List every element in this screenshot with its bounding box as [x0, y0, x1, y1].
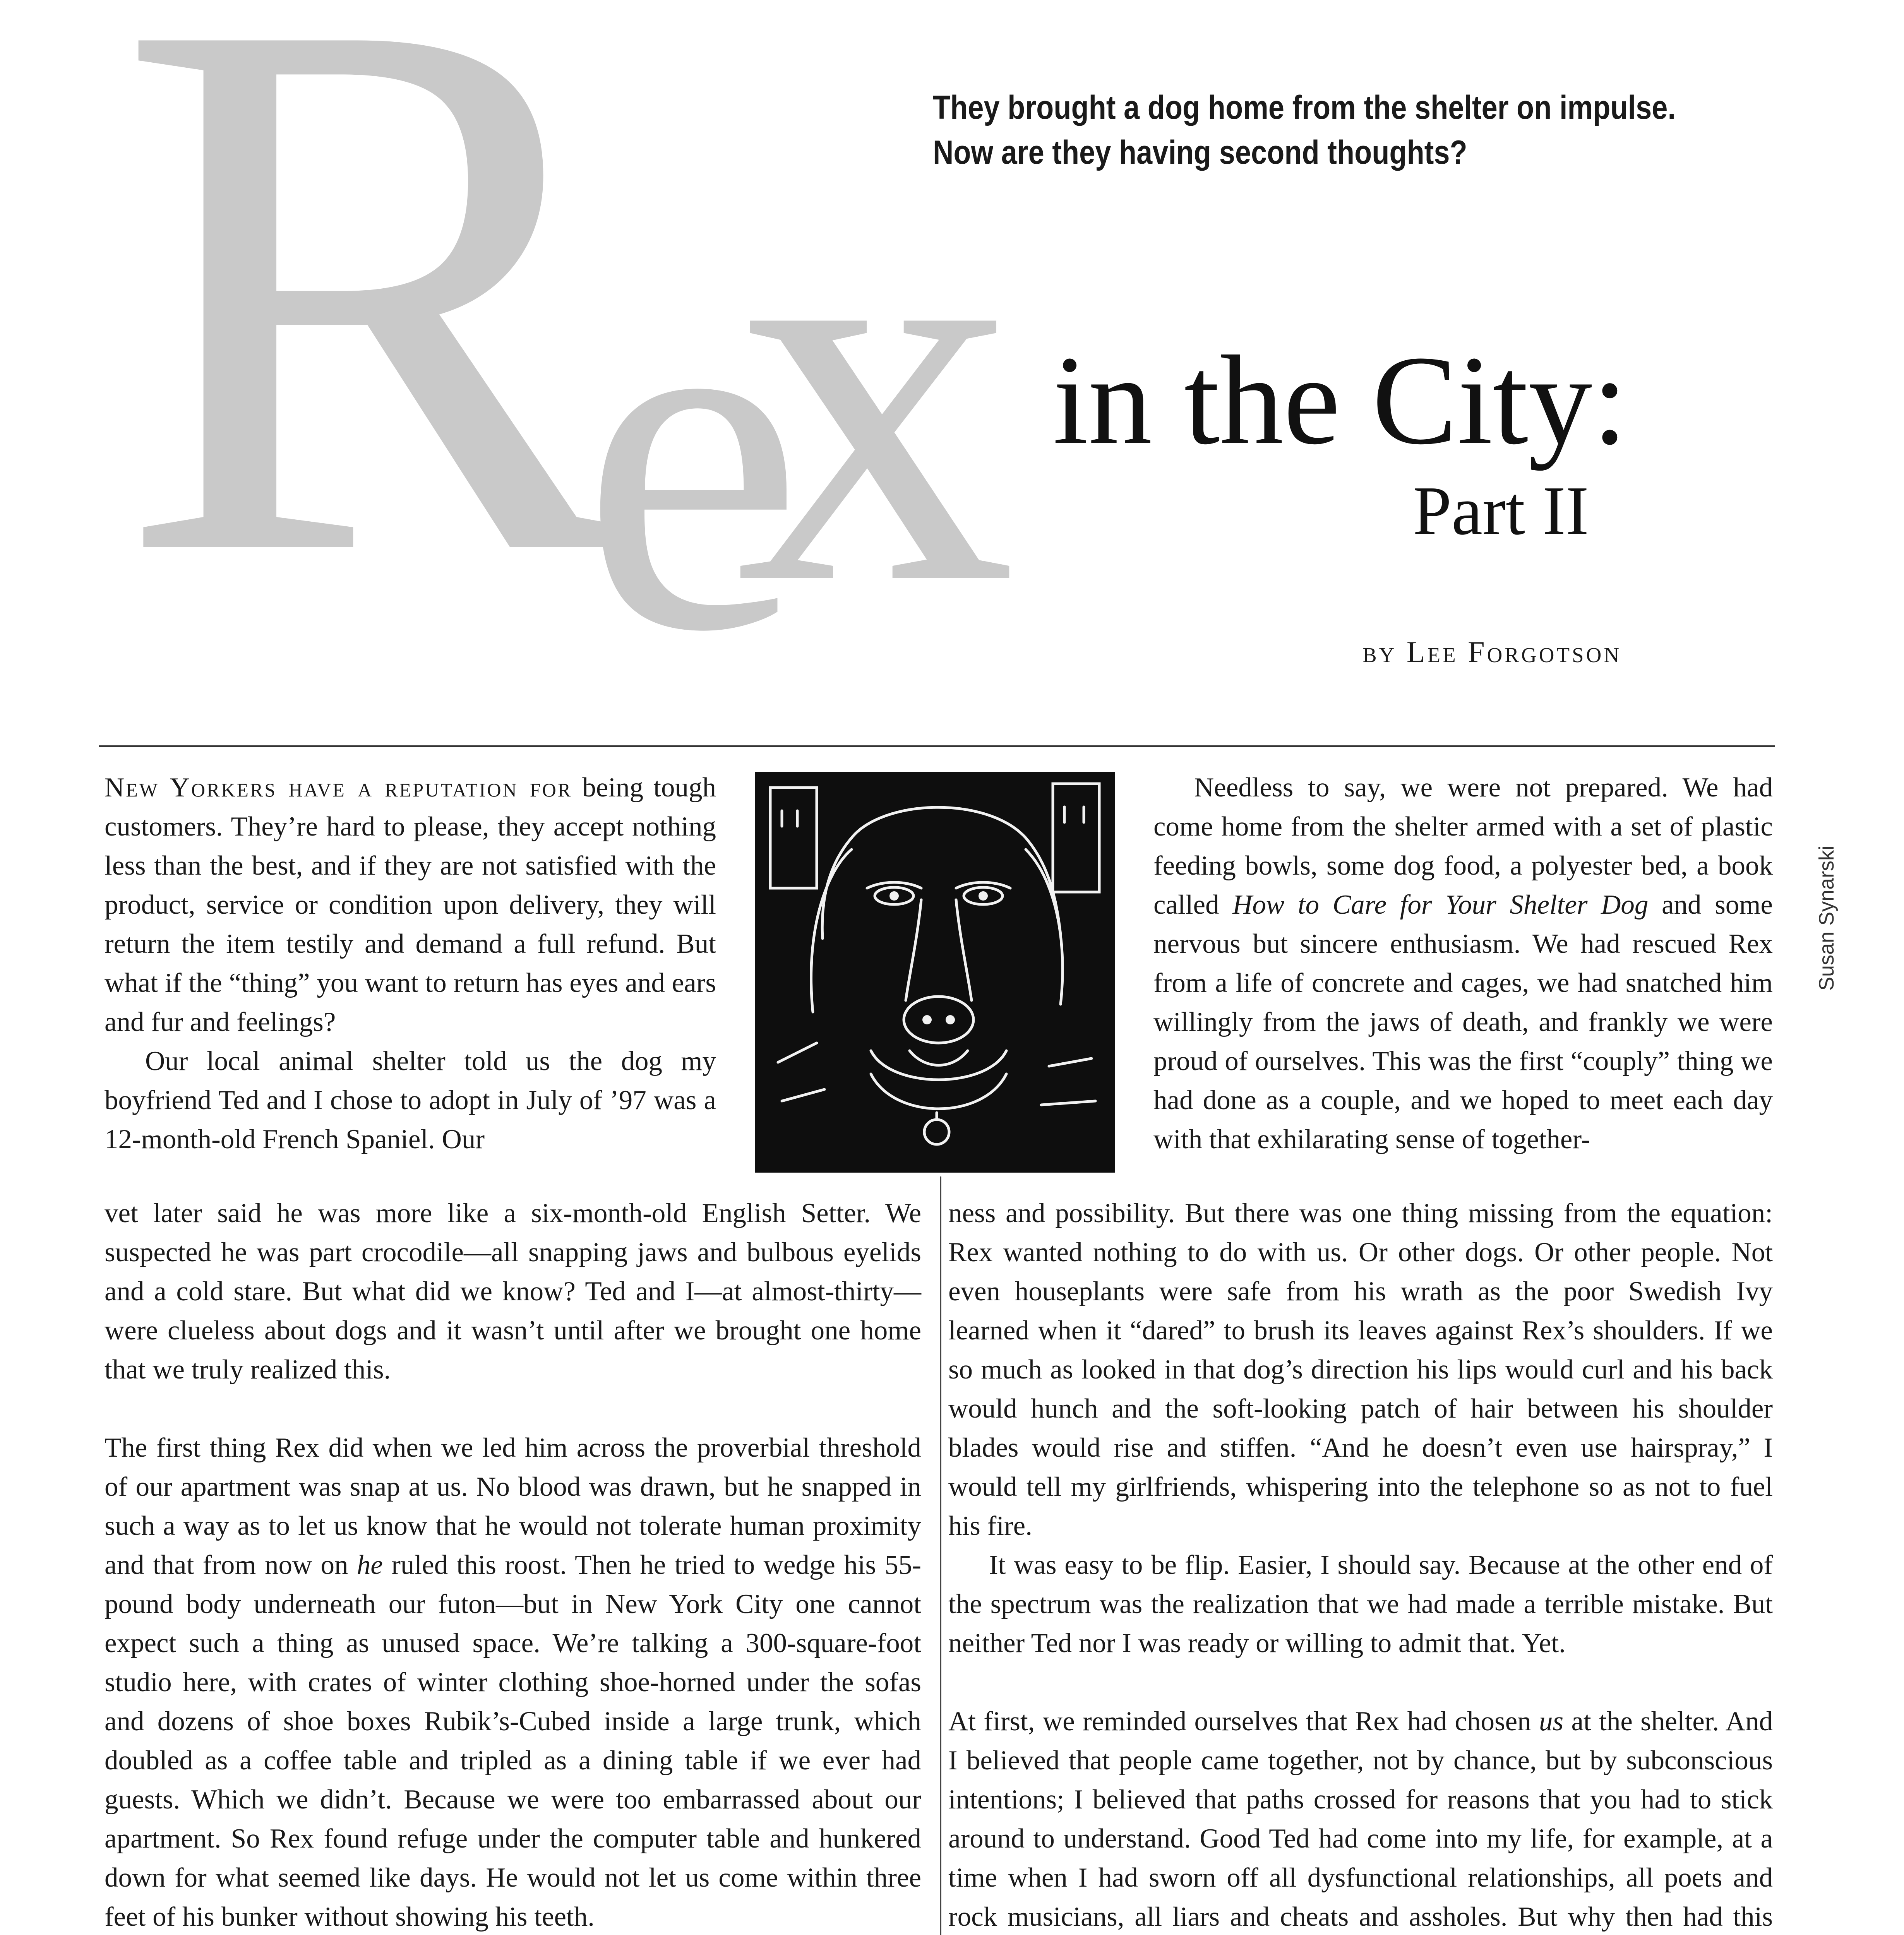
- dog-portrait-woodcut-icon: [755, 772, 1115, 1173]
- title-letter-x: x: [735, 78, 1016, 700]
- lead-in-smallcaps: New Yorkers have a reputation for: [105, 772, 572, 803]
- body-paragraph: [105, 1428, 921, 1935]
- column-divider: [940, 1176, 941, 1935]
- title-part: Part II: [1413, 472, 1589, 549]
- paragraph-text: at the shelter. And I believed that people came together, not by chance, but by subconscious intentions; I believed that paths crossed for reasons that you had to stick around to understand. Good Ted had come into my life, for example, at a time when I had sworn off all dysfunctional relationships, all poets and rock musicians, all liars and cheats and assholes. But why then had this: [948, 1706, 1773, 1932]
- italic-word: he: [356, 1550, 383, 1580]
- italic-word: us: [1539, 1706, 1564, 1736]
- body-paragraph: ness and possibility. But there was one thing missing from the equation: Rex wanted nothing to do with us. Or other dogs. Or other people. Not even houseplants were safe from his wrath as the poor Swedish Ivy learned when it “dared” to brush its leaves against Rex’s shoulders. If we so much as looked in that dog’s direction his lips would curl and his back would hunch and the soft-looking patch of hair between his shoulder blades would rise and stiffen. “And he doesn’t even use hairspray,” I would tell my girlfriends, whispering into the telephone so as not to fuel his fire.: [948, 1198, 1773, 1541]
- article-dek: [933, 85, 1698, 175]
- paragraph-text: The first thing Rex did when we led him across the proverbial threshold of our apartment was snap at us. No blood was drawn, but he snapped in such a way as to let us know that he would not tolerate human proximity and that from now on: [105, 1433, 921, 1580]
- book-title: How to Care for Your Shelter Dog: [1232, 890, 1649, 920]
- paragraph-text: being tough customers. They’re hard to please, they accept nothing less than the best, and if they are not satisfied with the product, service or condition upon delivery, they will return the item testily and demand a full refund. But what if the “thing” you want to return has eyes and ears and fur and feelings?: [105, 772, 716, 1037]
- title-letter-e: e: [581, 178, 804, 735]
- dog-portrait-illustration: [755, 772, 1115, 1173]
- title-letter-r: R: [116, 0, 632, 715]
- paragraph-text: ruled this roost. Then he tried to wedge his 55-pound body underneath our futon—but in New York City one cannot expect such a thing as unused space. We’re talking a 300-square-foot studio here, with crates of winter clothing shoe-horned under the sofas and dozens of shoe boxes Rubik’s-Cubed inside a large trunk, which doubled as a coffee table and tripled as a dining table if we ever had guests. Which we didn’t. Because we were too embarrassed about our apartment. So Rex found refuge under the computer table and hunkered down for what seemed like days. He would not let us come within three feet of his bunker without showing his teeth.: [105, 1550, 922, 1932]
- photo-credit: Susan Synarski: [1815, 845, 1838, 991]
- body-paragraph: Our local animal shelter told us the dog my boyfriend Ted and I chose to adopt in July of ’97 was a 12-month-old French Spaniel. Our: [105, 1046, 716, 1154]
- paragraph-text: Needless to say, we were not prepared. We had come home from the shelter armed with a set of plastic feeding bowls, some dog food, a polyester bed, a book called: [1153, 772, 1773, 920]
- body-column-2-bottom: [948, 1194, 1773, 1935]
- body-paragraph: [948, 1702, 1773, 1935]
- paragraph-text: and some nervous but sincere enthusiasm. We had rescued Rex from a life of concrete and cages, we had snatched him willingly from the jaws of death, and frankly we were proud of ourselves. This was the first “couply” thing we had done as a couple, and we hoped to meet each day with that exhilarating sense of together-: [1153, 890, 1773, 1154]
- title-main: in the City:: [1053, 330, 1628, 471]
- body-paragraph: vet later said he was more like a six-month-old English Setter. We suspected he was part crocodile—all snapping jaws and bulbous eyelids and a cold stare. But what did we know? Ted and I—at almost-thirty—were clueless about dogs and it wasn’t until after we brought one home that we truly realized this.: [105, 1198, 921, 1385]
- body-column-1-bottom: [105, 1194, 921, 1935]
- body-column-1-top: [105, 768, 716, 1159]
- body-paragraph: It was easy to be flip. Easier, I should say. Because at the other end of the spectrum was the realization that we had made a terrible mistake. But neither Ted nor I was ready or willing to admit that. Yet.: [948, 1550, 1773, 1658]
- dek-line-2: Now are they having second thoughts?: [933, 134, 1467, 171]
- body-paragraph: [1153, 768, 1773, 1159]
- dek-line-1: They brought a dog home from the shelter on impulse.: [933, 89, 1676, 126]
- body-column-2-top: [1153, 768, 1773, 1159]
- header-rule: [99, 745, 1775, 747]
- byline: by Lee Forgotson: [1362, 635, 1622, 669]
- body-paragraph: [105, 768, 716, 1042]
- paragraph-text: At first, we reminded ourselves that Rex had chosen: [948, 1706, 1531, 1736]
